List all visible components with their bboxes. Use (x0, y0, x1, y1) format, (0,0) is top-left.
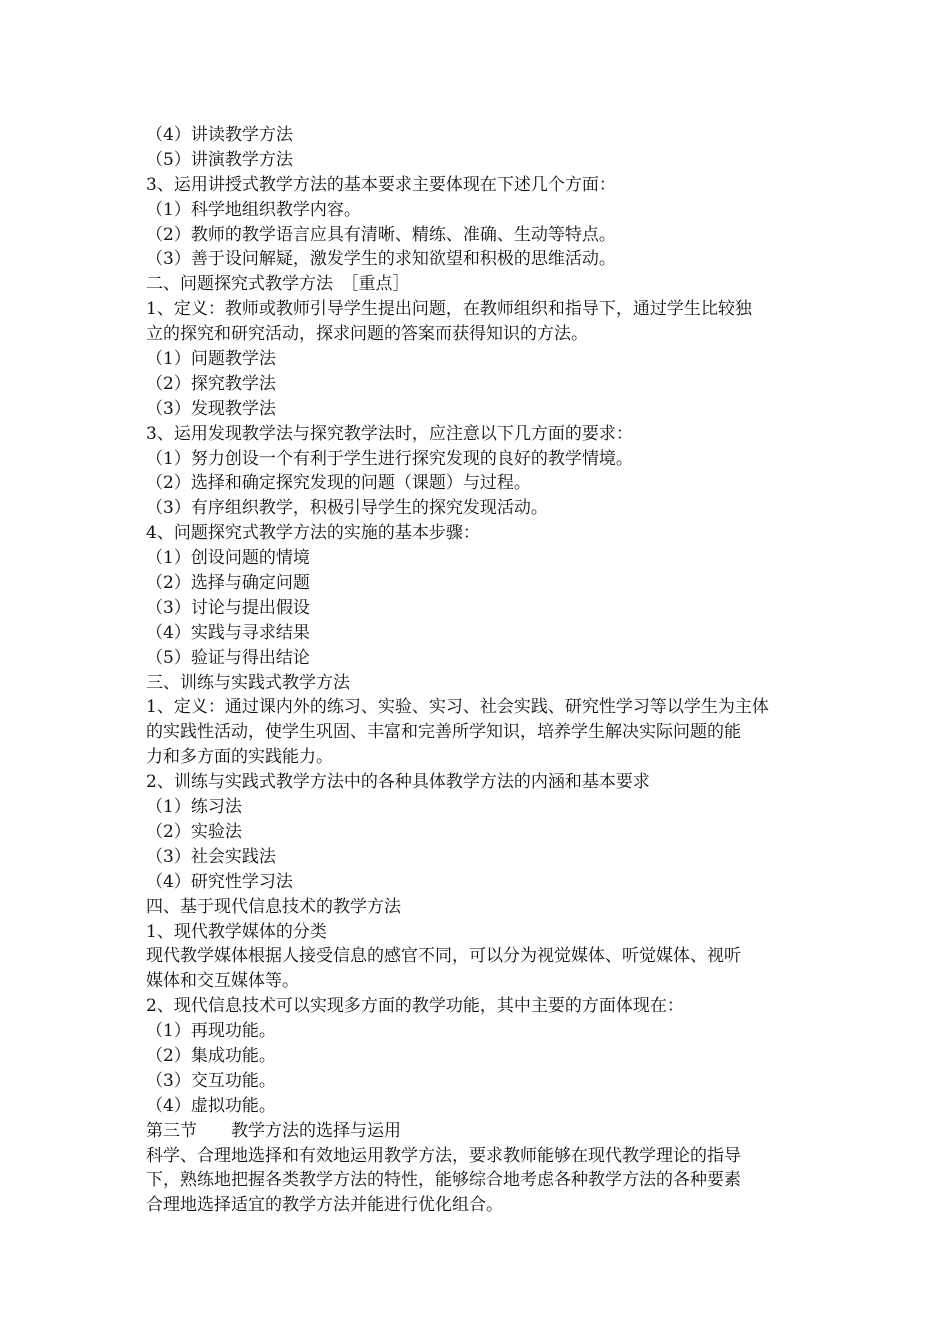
text-line: 合理地选择适宜的教学方法并能进行优化组合。 (146, 1195, 503, 1216)
text-line: 立的探究和研究活动，探求问题的答案而获得知识的方法。 (146, 324, 588, 345)
text-line: （3）发现教学法 (146, 398, 276, 419)
text-line: （5）验证与得出结论 (146, 647, 310, 668)
text-line: （1）练习法 (146, 797, 242, 818)
text-line: （1）努力创设一个有利于学生进行探究发现的良好的教学情境。 (146, 448, 633, 469)
text-line: 科学、合理地选择和有效地运用教学方法，要求教师能够在现代教学理论的指导 (146, 1145, 741, 1166)
text-line: 现代教学媒体根据人接受信息的感官不同，可以分为视觉媒体、听觉媒体、视听 (146, 946, 741, 967)
text-line: （1）创设问题的情境 (146, 548, 310, 569)
text-line: 1、现代教学媒体的分类 (146, 921, 327, 942)
text-line: （1）科学地组织教学内容。 (146, 199, 361, 220)
text-line: 媒体和交互媒体等。 (146, 971, 299, 992)
text-line: （2）探究教学法 (146, 373, 276, 394)
text-line: （2）集成功能。 (146, 1045, 276, 1066)
document-body (146, 123, 812, 1218)
text-line: 3、运用讲授式教学方法的基本要求主要体现在下述几个方面： (146, 174, 616, 195)
text-line: 的实践性活动，使学生巩固、丰富和完善所学知识，培养学生解决实际问题的能 (146, 722, 741, 743)
text-line: （4）研究性学习法 (146, 871, 293, 892)
text-line: 2、训练与实践式教学方法中的各种具体教学方法的内涵和基本要求 (146, 772, 650, 793)
text-line: （3）讨论与提出假设 (146, 597, 310, 618)
text-line: （2）实验法 (146, 821, 242, 842)
text-line: 力和多方面的实践能力。 (146, 747, 333, 768)
text-line: 下，熟练地把握各类教学方法的特性，能够综合地考虑各种教学方法的各种要素 (146, 1170, 741, 1191)
text-line: 第三节 教学方法的选择与运用 (146, 1120, 401, 1141)
text-line: 4、问题探究式教学方法的实施的基本步骤： (146, 523, 480, 544)
text-line: （3）有序组织教学，积极引导学生的探究发现活动。 (146, 498, 548, 519)
text-line: （3）社会实践法 (146, 846, 276, 867)
text-line: 三、训练与实践式教学方法 (146, 672, 350, 693)
text-line: 3、运用发现教学法与探究教学法时，应注意以下几方面的要求： (146, 423, 633, 444)
text-line: （1）问题教学法 (146, 349, 276, 370)
text-line: 2、现代信息技术可以实现多方面的教学功能，其中主要的方面体现在： (146, 996, 684, 1017)
text-line: （2）选择和确定探究发现的问题（课题）与过程。 (146, 473, 531, 494)
text-line: （2）教师的教学语言应具有清晰、精练、准确、生动等特点。 (146, 224, 616, 245)
text-line: （4）虚拟功能。 (146, 1095, 276, 1116)
text-line: （3）善于设问解疑，激发学生的求知欲望和积极的思维活动。 (146, 249, 616, 270)
text-line: （1）再现功能。 (146, 1021, 276, 1042)
text-line: （2）选择与确定问题 (146, 573, 310, 594)
text-line: （4）讲读教学方法 (146, 125, 293, 145)
text-line: （4）实践与寻求结果 (146, 622, 310, 643)
text-line: （5）讲演教学方法 (146, 149, 293, 170)
text-line: （3）交互功能。 (146, 1070, 276, 1091)
text-line: 1、定义：教师或教师引导学生提出问题，在教师组织和指导下，通过学生比较独 (146, 299, 752, 320)
text-line: 二、问题探究式教学方法 ［重点］ (146, 274, 410, 295)
text-line: 1、定义：通过课内外的练习、实验、实习、社会实践、研究性学习等以学生为主体 (146, 697, 769, 718)
text-line: 四、基于现代信息技术的教学方法 (146, 896, 401, 917)
